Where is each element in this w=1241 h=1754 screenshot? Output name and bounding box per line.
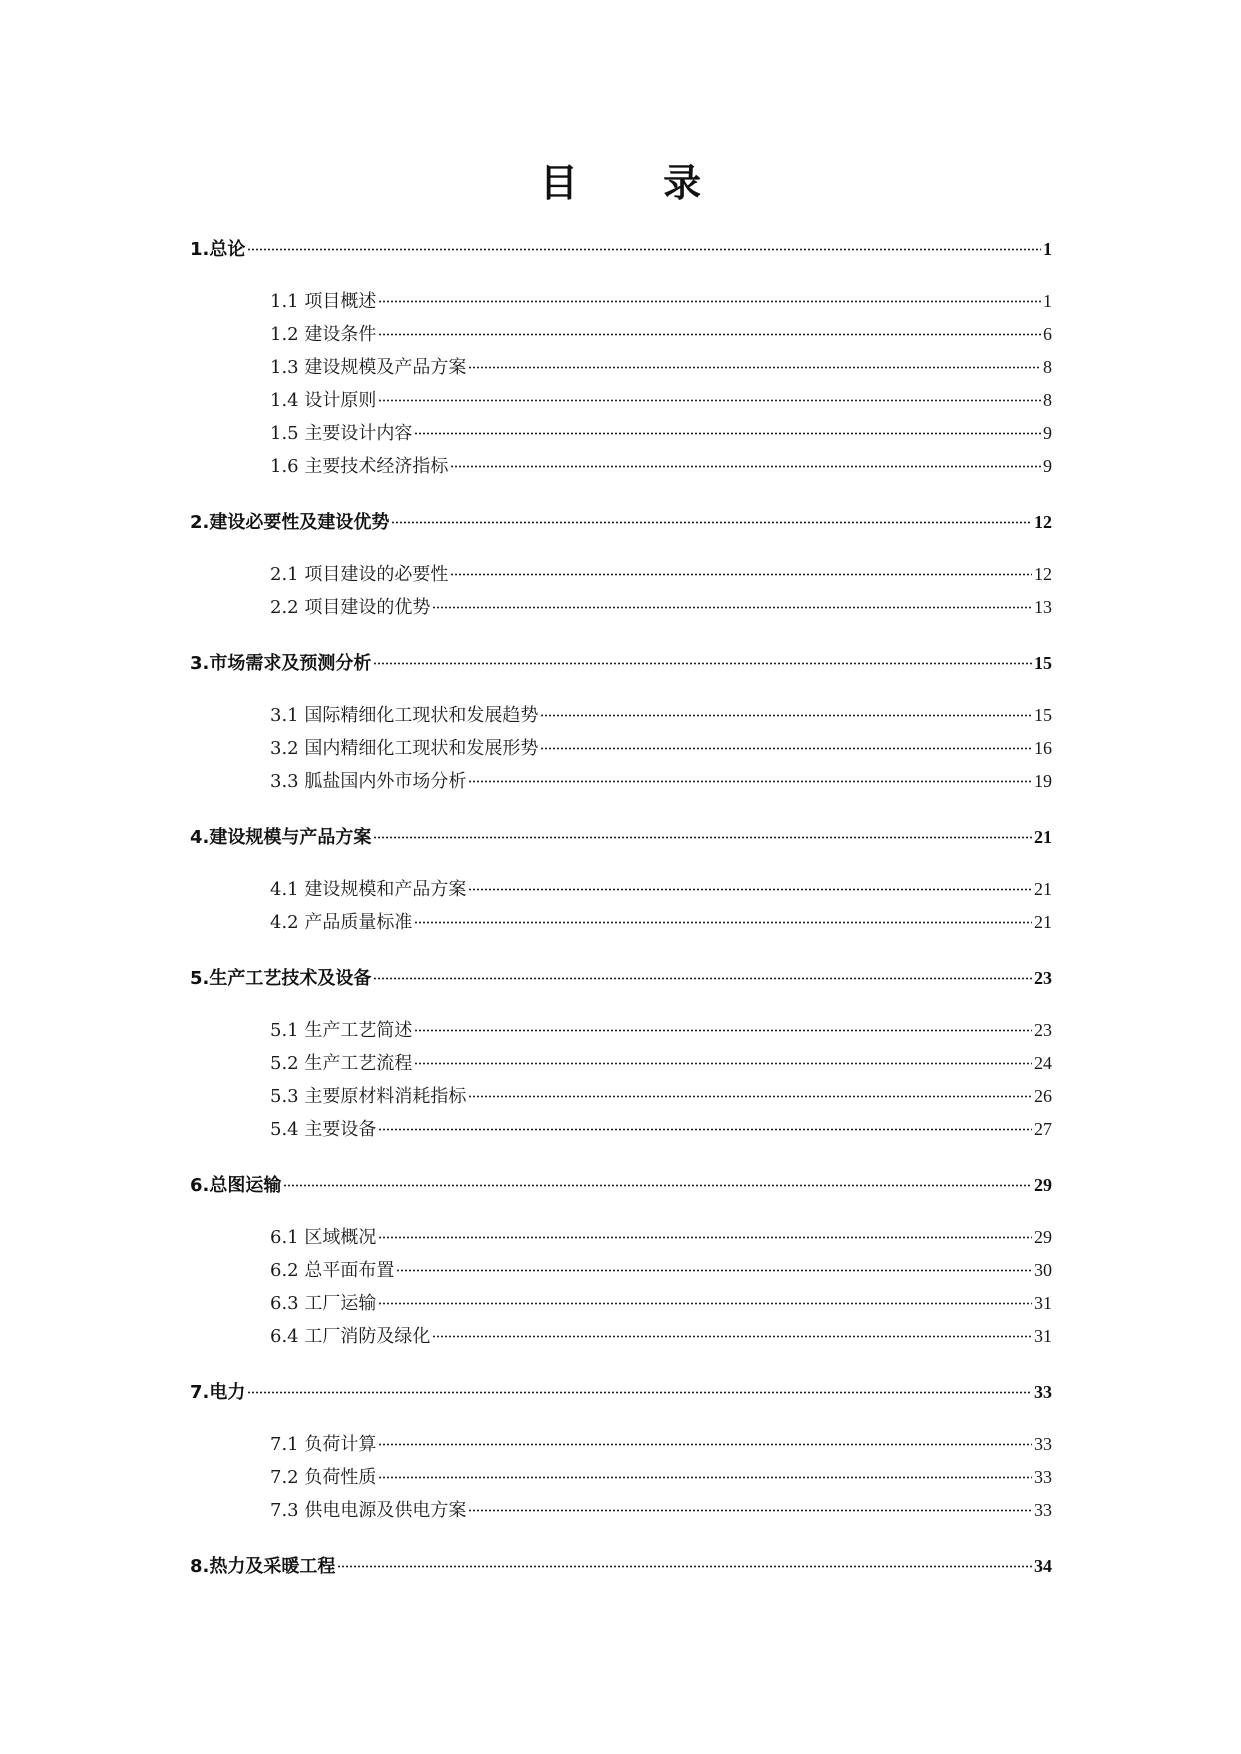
toc-chapter-entry[interactable]: [190, 821, 1052, 853]
toc-dot-leader: [373, 662, 1032, 665]
toc-chapter-label: 6.总图运输: [190, 1175, 282, 1196]
table-of-contents: [190, 233, 1052, 1602]
toc-dot-leader: [414, 1062, 1032, 1065]
toc-section-label: 4.2 产品质量标准: [270, 912, 413, 933]
toc-chapter-page-number: 12: [1034, 512, 1052, 532]
toc-chapter-page-number: 21: [1034, 827, 1052, 847]
page-title: 目 录: [539, 160, 738, 205]
toc-section-list: [190, 1221, 1052, 1353]
toc-section-page-number: 8: [1043, 357, 1052, 377]
toc-section-entry[interactable]: [190, 1047, 1052, 1080]
toc-section-label: 3.3 胍盐国内外市场分析: [270, 771, 467, 792]
toc-dot-leader: [378, 1302, 1032, 1305]
toc-section-entry[interactable]: [190, 1494, 1052, 1527]
toc-dot-leader: [414, 1029, 1032, 1032]
toc-section-label: 5.3 主要原材料消耗指标: [270, 1086, 467, 1107]
toc-section-entry[interactable]: [190, 1221, 1052, 1254]
toc-section-entry[interactable]: [190, 351, 1052, 384]
toc-dot-leader: [378, 333, 1041, 336]
toc-chapter-label: 3.市场需求及预测分析: [190, 653, 372, 674]
toc-section-label: 5.1 生产工艺简述: [270, 1020, 413, 1041]
toc-section-page-number: 26: [1034, 1086, 1052, 1106]
toc-section-page-number: 9: [1043, 456, 1052, 476]
toc-dot-leader: [337, 1565, 1032, 1568]
toc-dot-leader: [391, 521, 1032, 524]
toc-chapter: [190, 1169, 1052, 1353]
toc-section-label: 5.4 主要设备: [270, 1119, 377, 1140]
toc-section-entry[interactable]: [190, 318, 1052, 351]
toc-section-page-number: 6: [1043, 324, 1052, 344]
toc-chapter: [190, 647, 1052, 798]
toc-section-entry[interactable]: [190, 906, 1052, 939]
toc-chapter: [190, 233, 1052, 483]
toc-section-page-number: 24: [1034, 1053, 1052, 1073]
toc-section-label: 7.3 供电电源及供电方案: [270, 1500, 467, 1521]
toc-section-page-number: 30: [1034, 1260, 1052, 1280]
toc-chapter-label: 8.热力及采暖工程: [190, 1556, 336, 1577]
toc-chapter-label: 1.总论: [190, 239, 246, 260]
toc-dot-leader: [450, 465, 1041, 468]
toc-chapter: [190, 1550, 1052, 1582]
toc-section-entry[interactable]: [190, 699, 1052, 732]
toc-chapter-page-number: 1: [1043, 239, 1052, 259]
toc-dot-leader: [378, 1128, 1032, 1131]
toc-section-page-number: 19: [1034, 771, 1052, 791]
toc-dot-leader: [396, 1269, 1032, 1272]
toc-chapter-page-number: 15: [1034, 653, 1052, 673]
toc-section-page-number: 29: [1034, 1227, 1052, 1247]
toc-section-label: 1.3 建设规模及产品方案: [270, 357, 467, 378]
toc-section-entry[interactable]: [190, 1320, 1052, 1353]
toc-dot-leader: [373, 836, 1032, 839]
toc-section-entry[interactable]: [190, 384, 1052, 417]
toc-chapter-entry[interactable]: [190, 506, 1052, 538]
toc-section-label: 7.1 负荷计算: [270, 1434, 377, 1455]
toc-chapter: [190, 506, 1052, 624]
toc-chapter-label: 4.建设规模与产品方案: [190, 827, 372, 848]
toc-section-label: 6.2 总平面布置: [270, 1260, 395, 1281]
toc-dot-leader: [378, 300, 1041, 303]
toc-section-label: 2.2 项目建设的优势: [270, 597, 431, 618]
toc-dot-leader: [540, 714, 1032, 717]
toc-dot-leader: [247, 248, 1041, 251]
toc-section-entry[interactable]: [190, 1014, 1052, 1047]
toc-section-entry[interactable]: [190, 732, 1052, 765]
toc-section-label: 1.2 建设条件: [270, 324, 377, 345]
toc-section-entry[interactable]: [190, 417, 1052, 450]
toc-dot-leader: [468, 888, 1032, 891]
toc-section-label: 3.2 国内精细化工现状和发展形势: [270, 738, 539, 759]
toc-chapter-page-number: 34: [1034, 1556, 1052, 1576]
toc-chapter: [190, 1376, 1052, 1527]
toc-dot-leader: [378, 399, 1041, 402]
toc-section-page-number: 9: [1043, 423, 1052, 443]
toc-dot-leader: [468, 1095, 1032, 1098]
toc-section-entry[interactable]: [190, 1254, 1052, 1287]
toc-chapter-page-number: 23: [1034, 968, 1052, 988]
toc-dot-leader: [540, 747, 1032, 750]
toc-section-page-number: 21: [1034, 879, 1052, 899]
toc-section-label: 3.1 国际精细化工现状和发展趋势: [270, 705, 539, 726]
toc-chapter-entry[interactable]: [190, 233, 1052, 265]
toc-section-entry[interactable]: [190, 450, 1052, 483]
toc-section-page-number: 27: [1034, 1119, 1052, 1139]
toc-chapter-label: 5.生产工艺技术及设备: [190, 968, 372, 989]
toc-dot-leader: [414, 921, 1032, 924]
toc-dot-leader: [450, 573, 1032, 576]
toc-section-label: 1.1 项目概述: [270, 291, 377, 312]
toc-chapter-entry[interactable]: [190, 1169, 1052, 1201]
toc-section-page-number: 31: [1034, 1293, 1052, 1313]
toc-dot-leader: [468, 780, 1032, 783]
toc-section-page-number: 15: [1034, 705, 1052, 725]
toc-section-page-number: 12: [1034, 564, 1052, 584]
toc-chapter-page-number: 33: [1034, 1382, 1052, 1402]
toc-section-list: [190, 285, 1052, 483]
toc-dot-leader: [432, 606, 1032, 609]
toc-section-page-number: 33: [1034, 1434, 1052, 1454]
toc-section-label: 1.4 设计原则: [270, 390, 377, 411]
toc-chapter-entry[interactable]: [190, 647, 1052, 679]
toc-section-label: 1.5 主要设计内容: [270, 423, 413, 444]
toc-section-page-number: 16: [1034, 738, 1052, 758]
toc-dot-leader: [378, 1236, 1032, 1239]
toc-section-label: 1.6 主要技术经济指标: [270, 456, 449, 477]
toc-section-list: [190, 1014, 1052, 1146]
toc-section-entry[interactable]: [190, 873, 1052, 906]
toc-chapter: [190, 962, 1052, 1146]
toc-dot-leader: [414, 432, 1041, 435]
toc-dot-leader: [432, 1335, 1032, 1338]
toc-section-label: 2.1 项目建设的必要性: [270, 564, 449, 585]
toc-section-page-number: 33: [1034, 1500, 1052, 1520]
toc-chapter-entry[interactable]: [190, 1550, 1052, 1582]
toc-dot-leader: [378, 1476, 1032, 1479]
toc-dot-leader: [247, 1391, 1032, 1394]
toc-section-entry[interactable]: [190, 1287, 1052, 1320]
toc-section-entry[interactable]: [190, 1080, 1052, 1113]
toc-section-page-number: 8: [1043, 390, 1052, 410]
toc-chapter-label: 2.建设必要性及建设优势: [190, 512, 390, 533]
toc-section-label: 5.2 生产工艺流程: [270, 1053, 413, 1074]
toc-section-entry[interactable]: [190, 285, 1052, 318]
toc-section-page-number: 13: [1034, 597, 1052, 617]
toc-dot-leader: [378, 1443, 1032, 1446]
toc-section-entry[interactable]: [190, 1113, 1052, 1146]
toc-dot-leader: [373, 977, 1032, 980]
toc-section-entry[interactable]: [190, 1428, 1052, 1461]
toc-section-page-number: 1: [1043, 291, 1052, 311]
toc-section-label: 6.1 区域概况: [270, 1227, 377, 1248]
toc-dot-leader: [283, 1184, 1032, 1187]
toc-section-page-number: 21: [1034, 912, 1052, 932]
toc-chapter-entry[interactable]: [190, 1376, 1052, 1408]
toc-dot-leader: [468, 366, 1041, 369]
toc-chapter-entry[interactable]: [190, 962, 1052, 994]
toc-chapter-page-number: 29: [1034, 1175, 1052, 1195]
toc-section-entry[interactable]: [190, 1461, 1052, 1494]
toc-section-entry[interactable]: [190, 765, 1052, 798]
toc-section-list: [190, 873, 1052, 939]
toc-section-list: [190, 558, 1052, 624]
toc-section-entry[interactable]: [190, 591, 1052, 624]
toc-section-page-number: 33: [1034, 1467, 1052, 1487]
toc-section-label: 4.1 建设规模和产品方案: [270, 879, 467, 900]
toc-chapter-label: 7.电力: [190, 1382, 246, 1403]
toc-section-page-number: 23: [1034, 1020, 1052, 1040]
toc-section-list: [190, 699, 1052, 798]
toc-section-label: 7.2 负荷性质: [270, 1467, 377, 1488]
toc-dot-leader: [468, 1509, 1032, 1512]
toc-chapter: [190, 821, 1052, 939]
toc-section-label: 6.3 工厂运输: [270, 1293, 377, 1314]
toc-section-label: 6.4 工厂消防及绿化: [270, 1326, 431, 1347]
toc-section-page-number: 31: [1034, 1326, 1052, 1346]
toc-section-list: [190, 1428, 1052, 1527]
toc-section-entry[interactable]: [190, 558, 1052, 591]
